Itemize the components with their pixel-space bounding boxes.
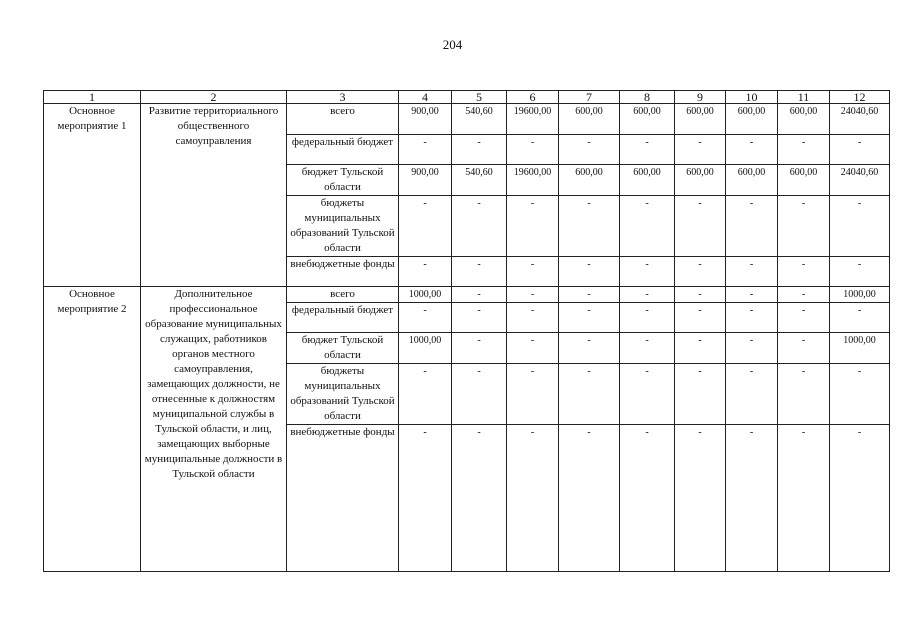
value-cell: - — [399, 364, 452, 425]
value-cell: 1000,00 — [399, 287, 452, 303]
value-cell: - — [399, 196, 452, 257]
funding-source-cell: всего — [287, 287, 399, 303]
value-cell: - — [726, 303, 778, 333]
value-cell: - — [399, 303, 452, 333]
value-cell: - — [452, 425, 507, 572]
value-cell: - — [675, 425, 726, 572]
value-cell: - — [830, 364, 890, 425]
header-cell: 7 — [559, 91, 620, 104]
value-cell: - — [830, 425, 890, 572]
value-cell: - — [452, 257, 507, 287]
value-cell: 19600,00 — [507, 165, 559, 196]
value-cell: - — [830, 303, 890, 333]
funding-source-cell: бюджеты муниципальных образований Тульской области — [287, 196, 399, 257]
funding-source-cell: всего — [287, 104, 399, 135]
value-cell: 600,00 — [675, 165, 726, 196]
value-cell: - — [675, 287, 726, 303]
value-cell: 19600,00 — [507, 104, 559, 135]
value-cell: - — [452, 303, 507, 333]
value-cell: - — [559, 135, 620, 165]
value-cell: - — [399, 135, 452, 165]
value-cell: - — [559, 425, 620, 572]
value-cell: - — [726, 196, 778, 257]
value-cell: - — [452, 333, 507, 364]
value-cell: 600,00 — [559, 165, 620, 196]
value-cell: - — [507, 287, 559, 303]
header-cell: 9 — [675, 91, 726, 104]
value-cell: - — [778, 303, 830, 333]
header-cell: 8 — [620, 91, 675, 104]
value-cell: 600,00 — [778, 165, 830, 196]
header-cell: 4 — [399, 91, 452, 104]
value-cell: 540,60 — [452, 165, 507, 196]
value-cell: - — [559, 257, 620, 287]
value-cell: - — [559, 287, 620, 303]
funding-source-cell: бюджеты муниципальных образований Тульской области — [287, 364, 399, 425]
value-cell: 24040,60 — [830, 165, 890, 196]
value-cell: - — [507, 333, 559, 364]
value-cell: - — [675, 257, 726, 287]
funding-source-cell: внебюджетные фонды — [287, 425, 399, 572]
header-cell: 2 — [141, 91, 287, 104]
value-cell: 600,00 — [726, 104, 778, 135]
value-cell: - — [452, 135, 507, 165]
value-cell: - — [778, 425, 830, 572]
measure-name-cell: Развитие территориального общественного самоуправления — [141, 104, 287, 287]
header-cell: 3 — [287, 91, 399, 104]
value-cell: - — [778, 333, 830, 364]
value-cell: 540,60 — [452, 104, 507, 135]
value-cell: - — [726, 257, 778, 287]
value-cell: - — [507, 303, 559, 333]
value-cell: 600,00 — [726, 165, 778, 196]
value-cell: - — [675, 196, 726, 257]
header-cell: 11 — [778, 91, 830, 104]
value-cell: 600,00 — [620, 104, 675, 135]
funding-source-cell: федеральный бюджет — [287, 303, 399, 333]
value-cell: - — [675, 333, 726, 364]
value-cell: - — [620, 333, 675, 364]
value-cell: 1000,00 — [830, 287, 890, 303]
value-cell: - — [507, 425, 559, 572]
value-cell: - — [559, 196, 620, 257]
value-cell: - — [507, 257, 559, 287]
funding-source-cell: внебюджетные фонды — [287, 257, 399, 287]
value-cell: 600,00 — [778, 104, 830, 135]
value-cell: - — [726, 364, 778, 425]
measure-name-cell: Дополнительное профессиональное образование муниципальных служащих, работников органов местного самоуправления, замещающих должности, не отнесенные к должностям муниципальной службы в Тульской области, и лиц, замещающих выборные муниципальные должности в Тульской области — [141, 287, 287, 572]
table-row — [44, 104, 890, 135]
value-cell: 1000,00 — [399, 333, 452, 364]
value-cell: - — [452, 287, 507, 303]
value-cell: 900,00 — [399, 165, 452, 196]
value-cell: - — [452, 196, 507, 257]
header-cell: 10 — [726, 91, 778, 104]
value-cell: - — [726, 135, 778, 165]
value-cell: - — [830, 257, 890, 287]
header-cell: 1 — [44, 91, 141, 104]
value-cell: - — [620, 135, 675, 165]
page-number: 204 — [442, 37, 463, 52]
value-cell: - — [559, 303, 620, 333]
value-cell: - — [675, 364, 726, 425]
value-cell: - — [620, 257, 675, 287]
measure-cell: Основное мероприятие 1 — [44, 104, 141, 287]
value-cell: 600,00 — [675, 104, 726, 135]
value-cell: - — [620, 303, 675, 333]
value-cell: 1000,00 — [830, 333, 890, 364]
value-cell: - — [778, 196, 830, 257]
value-cell: - — [726, 287, 778, 303]
value-cell: - — [830, 196, 890, 257]
value-cell: - — [778, 287, 830, 303]
value-cell: 600,00 — [559, 104, 620, 135]
value-cell: - — [399, 425, 452, 572]
funding-source-cell: бюджет Тульской области — [287, 165, 399, 196]
value-cell: 24040,60 — [830, 104, 890, 135]
funding-source-cell: бюджет Тульской области — [287, 333, 399, 364]
value-cell: - — [507, 135, 559, 165]
value-cell: - — [507, 196, 559, 257]
value-cell: - — [620, 425, 675, 572]
value-cell: 900,00 — [399, 104, 452, 135]
header-row — [44, 91, 890, 104]
value-cell: - — [620, 364, 675, 425]
value-cell: - — [726, 425, 778, 572]
value-cell: - — [830, 135, 890, 165]
value-cell: - — [778, 257, 830, 287]
table-row — [44, 287, 890, 303]
value-cell: - — [778, 135, 830, 165]
value-cell: 600,00 — [620, 165, 675, 196]
value-cell: - — [726, 333, 778, 364]
header-cell: 12 — [830, 91, 890, 104]
value-cell: - — [452, 364, 507, 425]
measure-cell: Основное мероприятие 2 — [44, 287, 141, 572]
value-cell: - — [507, 364, 559, 425]
value-cell: - — [620, 196, 675, 257]
value-cell: - — [559, 333, 620, 364]
value-cell: - — [620, 287, 675, 303]
value-cell: - — [675, 303, 726, 333]
header-cell: 5 — [452, 91, 507, 104]
value-cell: - — [399, 257, 452, 287]
value-cell: - — [675, 135, 726, 165]
funding-source-cell: федеральный бюджет — [287, 135, 399, 165]
funding-table — [43, 90, 890, 572]
header-cell: 6 — [507, 91, 559, 104]
value-cell: - — [559, 364, 620, 425]
value-cell: - — [778, 364, 830, 425]
